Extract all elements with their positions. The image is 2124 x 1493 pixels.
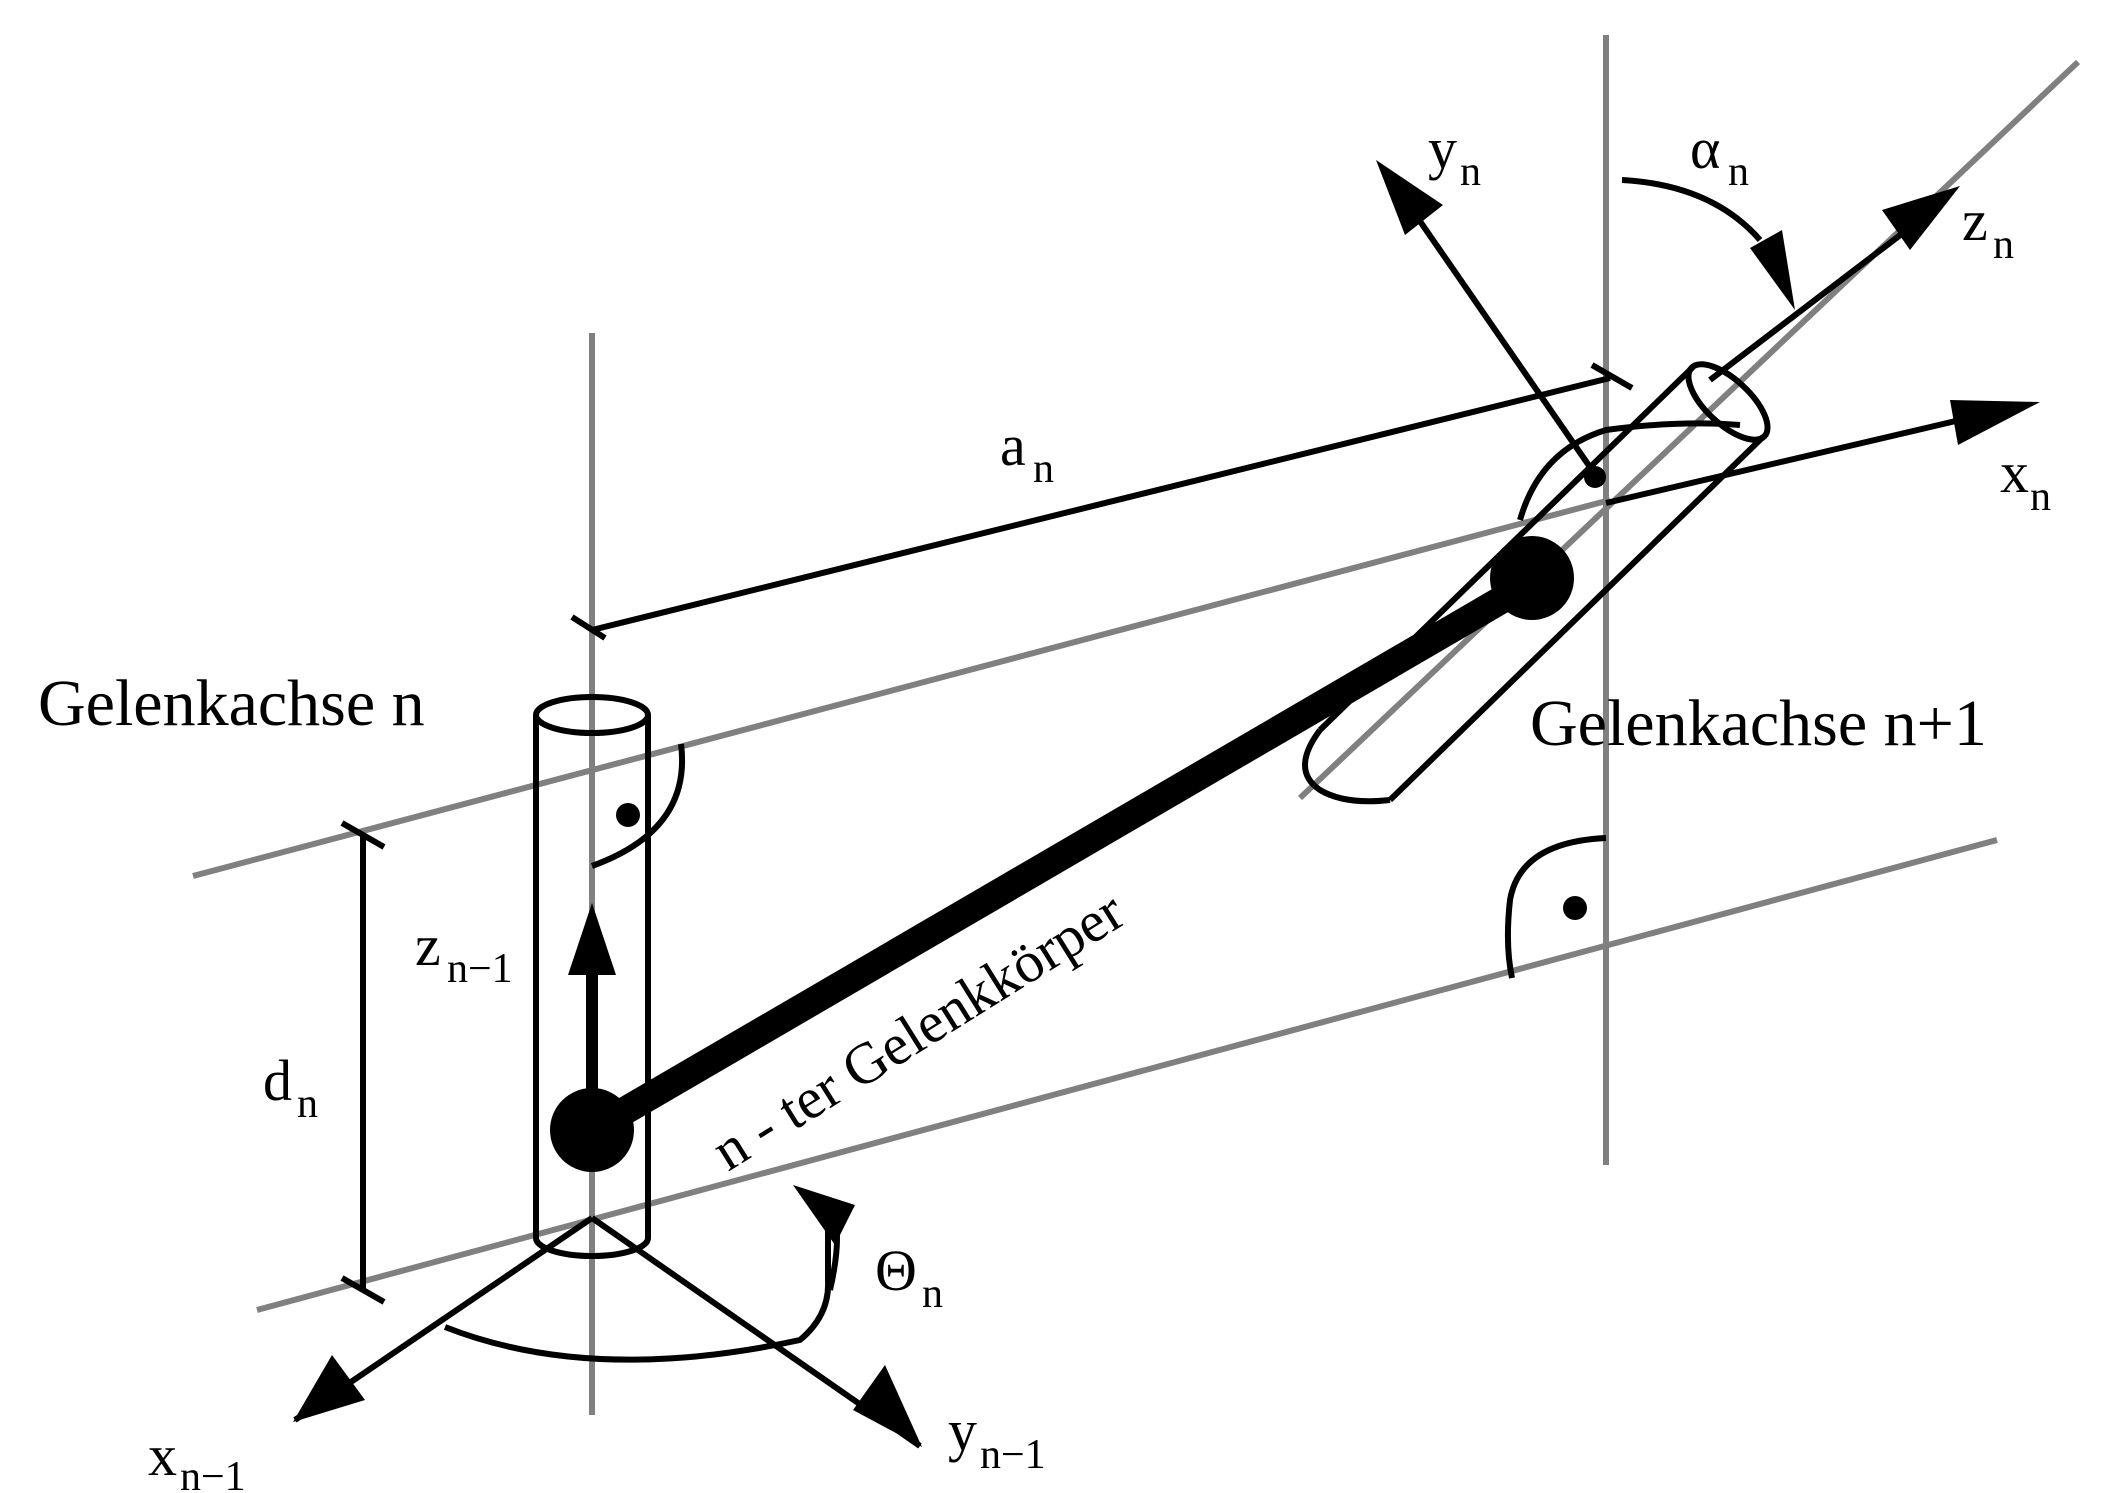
- svg-text:d: d: [263, 1048, 292, 1113]
- svg-text:n: n: [2030, 474, 2051, 520]
- symbol-z-n1: [415, 913, 513, 992]
- symbol-x-n1: [148, 1423, 246, 1493]
- svg-text:n: n: [1460, 149, 1481, 195]
- svg-text:n: n: [1033, 446, 1054, 492]
- svg-text:n−1: n−1: [980, 1432, 1046, 1478]
- symbol-theta-n: [875, 1238, 943, 1317]
- d-n-dimension: [342, 823, 384, 1302]
- symbol-alpha-n: [1690, 116, 1749, 195]
- svg-text:n−1: n−1: [180, 1454, 246, 1493]
- svg-text:y: y: [948, 1398, 977, 1463]
- label-gelenkachse-n: Gelenkachse n: [38, 667, 425, 740]
- right-angle-mark-n: [592, 744, 682, 866]
- svg-text:n: n: [1728, 149, 1749, 195]
- right-angle-dot-n1-upper: [1584, 466, 1606, 488]
- symbol-y-n: [1428, 116, 1481, 195]
- svg-text:x: x: [2000, 440, 2029, 505]
- svg-text:n: n: [1993, 222, 2014, 268]
- z-n-axis-arrow: [1710, 220, 1920, 380]
- symbol-d-n: [263, 1048, 318, 1127]
- lower-common-normal-line: [257, 840, 1997, 1310]
- right-angle-dot-n1-lower: [1563, 896, 1587, 920]
- svg-text:Θ: Θ: [875, 1238, 917, 1303]
- joint-n-ball: [550, 1088, 634, 1172]
- symbol-a-n: [1000, 413, 1054, 492]
- svg-text:x: x: [148, 1423, 177, 1488]
- right-angle-dot-n: [616, 803, 640, 827]
- symbol-y-n1: [948, 1398, 1046, 1478]
- a-n-dimension: [572, 365, 1632, 638]
- label-gelenkkoerper: n - ter Gelenkkörper: [700, 877, 1136, 1184]
- symbol-z-n: [1962, 188, 2014, 268]
- svg-text:n: n: [297, 1081, 318, 1127]
- svg-text:a: a: [1000, 413, 1026, 478]
- svg-text:α: α: [1690, 116, 1721, 181]
- symbol-x-n: [2000, 440, 2051, 520]
- svg-text:z: z: [1962, 188, 1988, 253]
- svg-text:z: z: [415, 913, 441, 978]
- label-gelenkachse-n1: Gelenkachse n+1: [1530, 687, 1987, 760]
- svg-text:n: n: [922, 1271, 943, 1317]
- svg-text:n−1: n−1: [447, 946, 513, 992]
- svg-text:y: y: [1428, 116, 1457, 181]
